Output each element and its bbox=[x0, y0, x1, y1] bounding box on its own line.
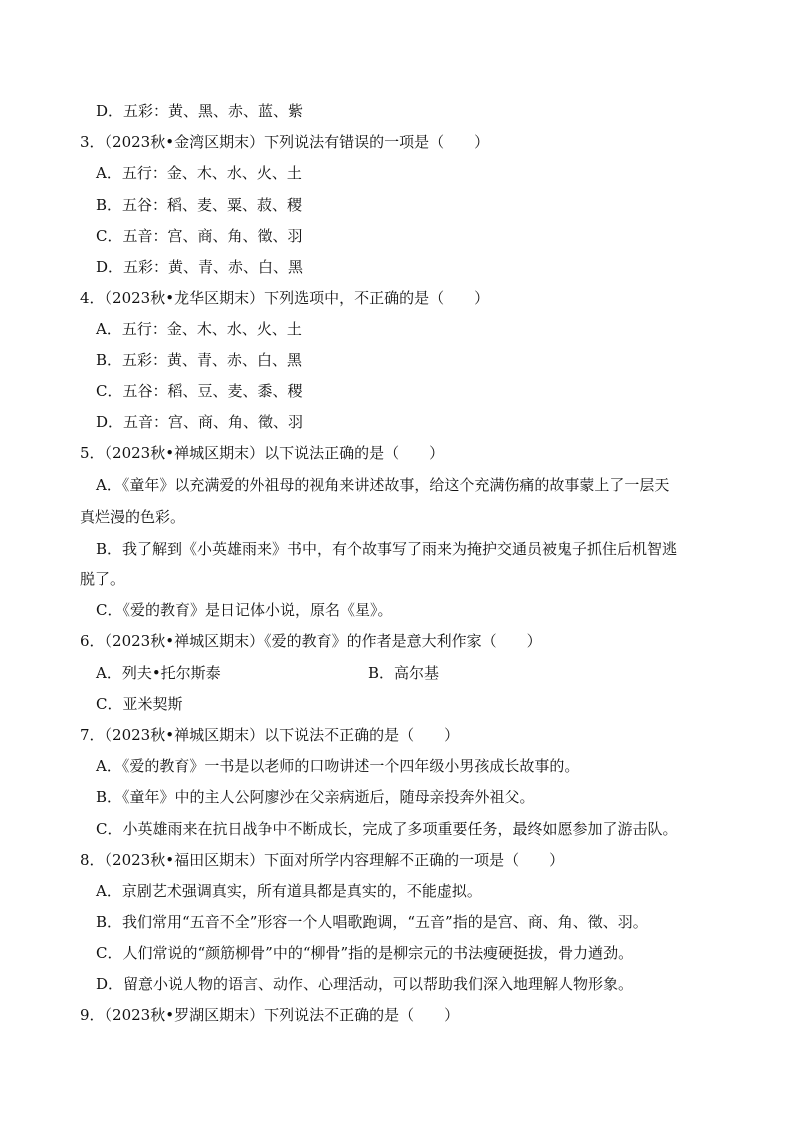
option-5-b: B．我了解到《小英雄雨来》书中，有个故事写了雨来为掩护交通员被鬼子抓住后机智逃 bbox=[96, 540, 678, 558]
option-3-a: A．五行：金、木、水、火、土 bbox=[96, 164, 302, 182]
option-3-c: C．五音：宫、商、角、徵、羽 bbox=[96, 227, 303, 245]
question-8: 8．（2023秋•福田区期末）下面对所学内容理解不正确的一项是（ ） bbox=[80, 851, 565, 869]
question-3: 3．（2023秋•金湾区期末）下列说法有错误的一项是（ ） bbox=[80, 133, 490, 151]
option-5-a: A．《童年》以充满爱的外祖母的视角来讲述故事，给这个充满伤痛的故事蒙上了一层天 bbox=[96, 476, 670, 494]
option-6-a: A．列夫•托尔斯泰 bbox=[96, 664, 221, 682]
option-3-d: D．五彩：黄、青、赤、白、黑 bbox=[96, 258, 304, 276]
option-7-a: A．《爱的教育》一书是以老师的口吻讲述一个四年级小男孩成长故事的。 bbox=[96, 757, 580, 775]
question-5: 5．（2023秋•禅城区期末）以下说法正确的是（ ） bbox=[80, 444, 445, 462]
option-4-b: B．五彩：黄、青、赤、白、黑 bbox=[96, 351, 303, 369]
option-5-c: C．《爱的教育》是日记体小说，原名《星》。 bbox=[96, 601, 393, 619]
question-9: 9．（2023秋•罗湖区期末）下列说法不正确的是（ ） bbox=[80, 1006, 460, 1024]
question-4: 4．（2023秋•龙华区期末）下列选项中，不正确的是（ ） bbox=[80, 289, 490, 307]
option-7-c: C．小英雄雨来在抗日战争中不断成长，完成了多项重要任务，最终如愿参加了游击队。 bbox=[96, 820, 678, 838]
option-4-d: D．五音：宫、商、角、徵、羽 bbox=[96, 413, 304, 431]
option-8-c: C．人们常说的“颜筋柳骨”中的“柳骨”指的是柳宗元的书法瘦硬挺拔，骨力遒劲。 bbox=[96, 944, 634, 962]
option-4-a: A．五行：金、木、水、火、土 bbox=[96, 320, 302, 338]
option-8-d: D．留意小说人物的语言、动作、心理活动，可以帮助我们深入地理解人物形象。 bbox=[96, 975, 634, 993]
option-5-b-continuation: 脱了。 bbox=[80, 570, 126, 588]
option-2-d: D．五彩：黄、黑、赤、蓝、紫 bbox=[96, 102, 304, 120]
question-7: 7．（2023秋•禅城区期末）以下说法不正确的是（ ） bbox=[80, 726, 460, 744]
option-5-a-continuation: 真烂漫的色彩。 bbox=[80, 508, 186, 526]
question-6: 6．（2023秋•禅城区期末）《爱的教育》的作者是意大利作家（ ） bbox=[80, 632, 542, 650]
option-7-b: B．《童年》中的主人公阿廖沙在父亲病逝后，随母亲投奔外祖父。 bbox=[96, 788, 535, 806]
option-8-a: A．京剧艺术强调真实，所有道具都是真实的，不能虚拟。 bbox=[96, 882, 482, 900]
option-4-c: C．五谷：稻、豆、麦、黍、稷 bbox=[96, 382, 303, 400]
option-6-c: C．亚米契斯 bbox=[96, 695, 183, 713]
option-8-b: B．我们常用“五音不全”形容一个人唱歌跑调，“五音”指的是宫、商、角、徵、羽。 bbox=[96, 913, 648, 931]
option-6-b: B．高尔基 bbox=[368, 664, 440, 682]
option-3-b: B．五谷：稻、麦、粟、菽、稷 bbox=[96, 196, 303, 214]
